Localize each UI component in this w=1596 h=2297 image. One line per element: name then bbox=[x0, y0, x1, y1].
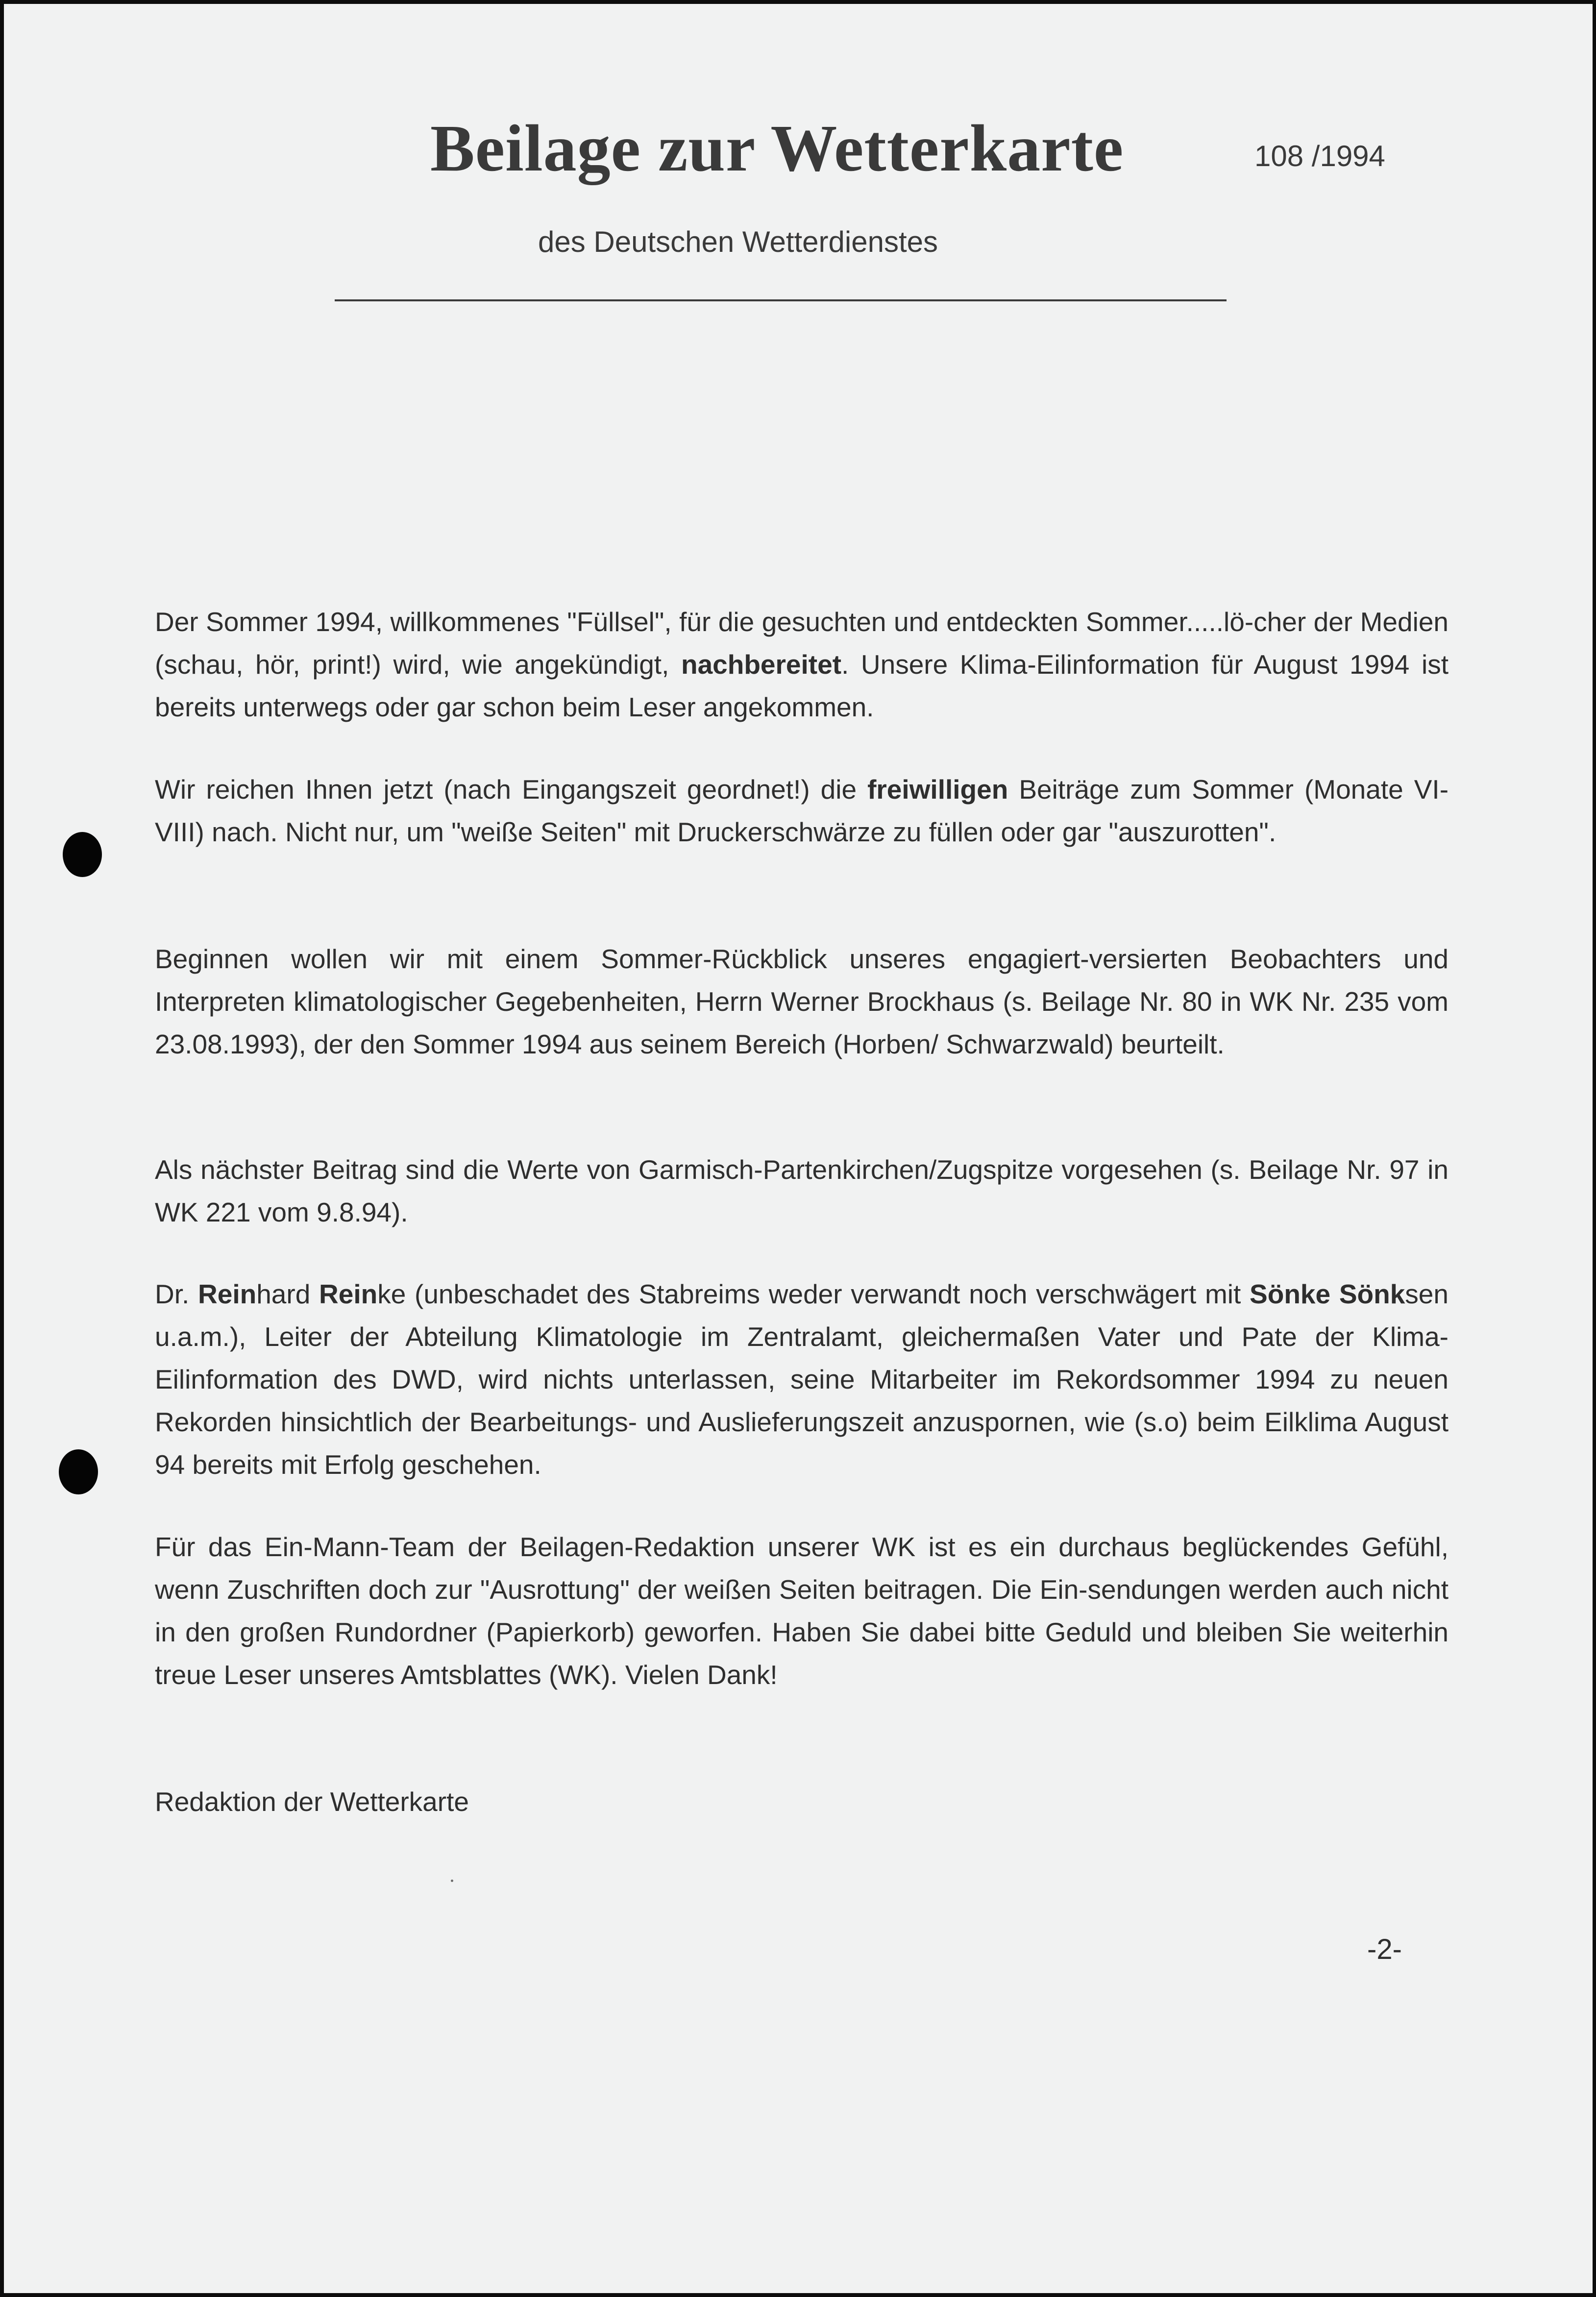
paragraph-3: Beginnen wollen wir mit einem Sommer-Rückblick unseres engagiert-versierten Beobachters und Interpreten klimatologischer Gegebenheiten, Herrn Werner Brockhaus (s. Beilage Nr. 80 in WK Nr. 235 vom 23.08.1993), der den Sommer 1994 aus seinem Bereich (Horben/ Schwarzwald) beurteilt. bbox=[155, 944, 1449, 1059]
paragraph-5-text-e: ke (unbeschadet des Stabreims weder verwandt noch verschwägert mit bbox=[377, 1279, 1250, 1309]
punch-hole-top bbox=[63, 832, 102, 877]
header-divider bbox=[335, 299, 1227, 301]
paragraph-1 bbox=[155, 601, 1449, 729]
paragraph-4: Als nächster Beitrag sind die Werte von Garmisch-Partenkirchen/Zugspitze vorgesehen (s. Beilage Nr. 97 in WK 221 vom 9.8.94). bbox=[155, 1154, 1449, 1227]
paragraph-2-bold: freiwilligen bbox=[867, 774, 1008, 805]
paper-speck bbox=[451, 1880, 453, 1882]
issue-number: 108 /1994 bbox=[1254, 140, 1385, 172]
paragraph-5-text-a: Dr. bbox=[155, 1279, 198, 1309]
document-page bbox=[4, 4, 1593, 2293]
paragraph-5-bold-1: Rein bbox=[198, 1279, 257, 1309]
paragraph-2 bbox=[155, 768, 1449, 854]
punch-hole-bottom bbox=[59, 1449, 98, 1494]
page-marker: -2- bbox=[1367, 1933, 1402, 1965]
paragraph-5-bold-2: Rein bbox=[319, 1279, 378, 1309]
document-subtitle: des Deutschen Wetterdienstes bbox=[538, 225, 938, 258]
document-title: Beilage zur Wetterkarte bbox=[430, 112, 1124, 185]
paragraph-2-text-a: Wir reichen Ihnen jetzt (nach Eingangszeit geordnet!) die bbox=[155, 774, 868, 805]
signature: Redaktion der Wetterkarte bbox=[155, 1786, 469, 1817]
paragraph-6: Für das Ein-Mann-Team der Beilagen-Redaktion unserer WK ist es ein durchaus beglückendes Gefühl, wenn Zuschriften doch zur "Ausrottung" der weißen Seiten beitragen. Die Ein-sendungen werden auch nicht in den großen Rundordner (Papierkorb) geworfen. Haben Sie dabei bitte Geduld und bleiben Sie weiterhin treue Leser unseres Amtsblattes (WK). Vielen Dank! bbox=[155, 1532, 1449, 1690]
paragraph-1-bold: nachbereitet bbox=[681, 649, 842, 680]
paragraph-2-text-c: Beiträge zum Sommer (Monate VI-VIII) nach. Nicht nur, um "weiße Seiten" mit Druckerschwärze zu füllen oder gar "auszurotten". bbox=[155, 774, 1449, 847]
paragraph-1-text-a: Der Sommer 1994, willkommenes "Füllsel", für die gesuchten und entdeckten Sommer.....lö-cher der Medien (schau, hör, print!) wird, wie angekündigt, bbox=[155, 607, 1449, 680]
paragraph-1-text-c: . Unsere Klima-Eilinformation für August 1994 ist bereits unterwegs oder gar schon beim Leser angekommen. bbox=[155, 649, 1449, 722]
paragraph-5-text-c: hard bbox=[256, 1279, 319, 1309]
paragraph-5-text-g: sen u.a.m.), Leiter der Abteilung Klimatologie im Zentralamt, gleichermaßen Vater und Pate der Klima-Eilinformation des DWD, wird nichts unterlassen, seine Mitarbeiter im Rekordsommer 1994 zu neuen Rekorden hinsichtlich der Bearbeitungs- und Auslieferungszeit anzuspornen, wie (s.o) beim Eilklima August 94 bereits mit Erfolg geschehen. bbox=[155, 1279, 1449, 1480]
paragraph-5 bbox=[155, 1273, 1449, 1486]
paragraph-5-bold-3: Sönke Sönk bbox=[1250, 1279, 1405, 1309]
